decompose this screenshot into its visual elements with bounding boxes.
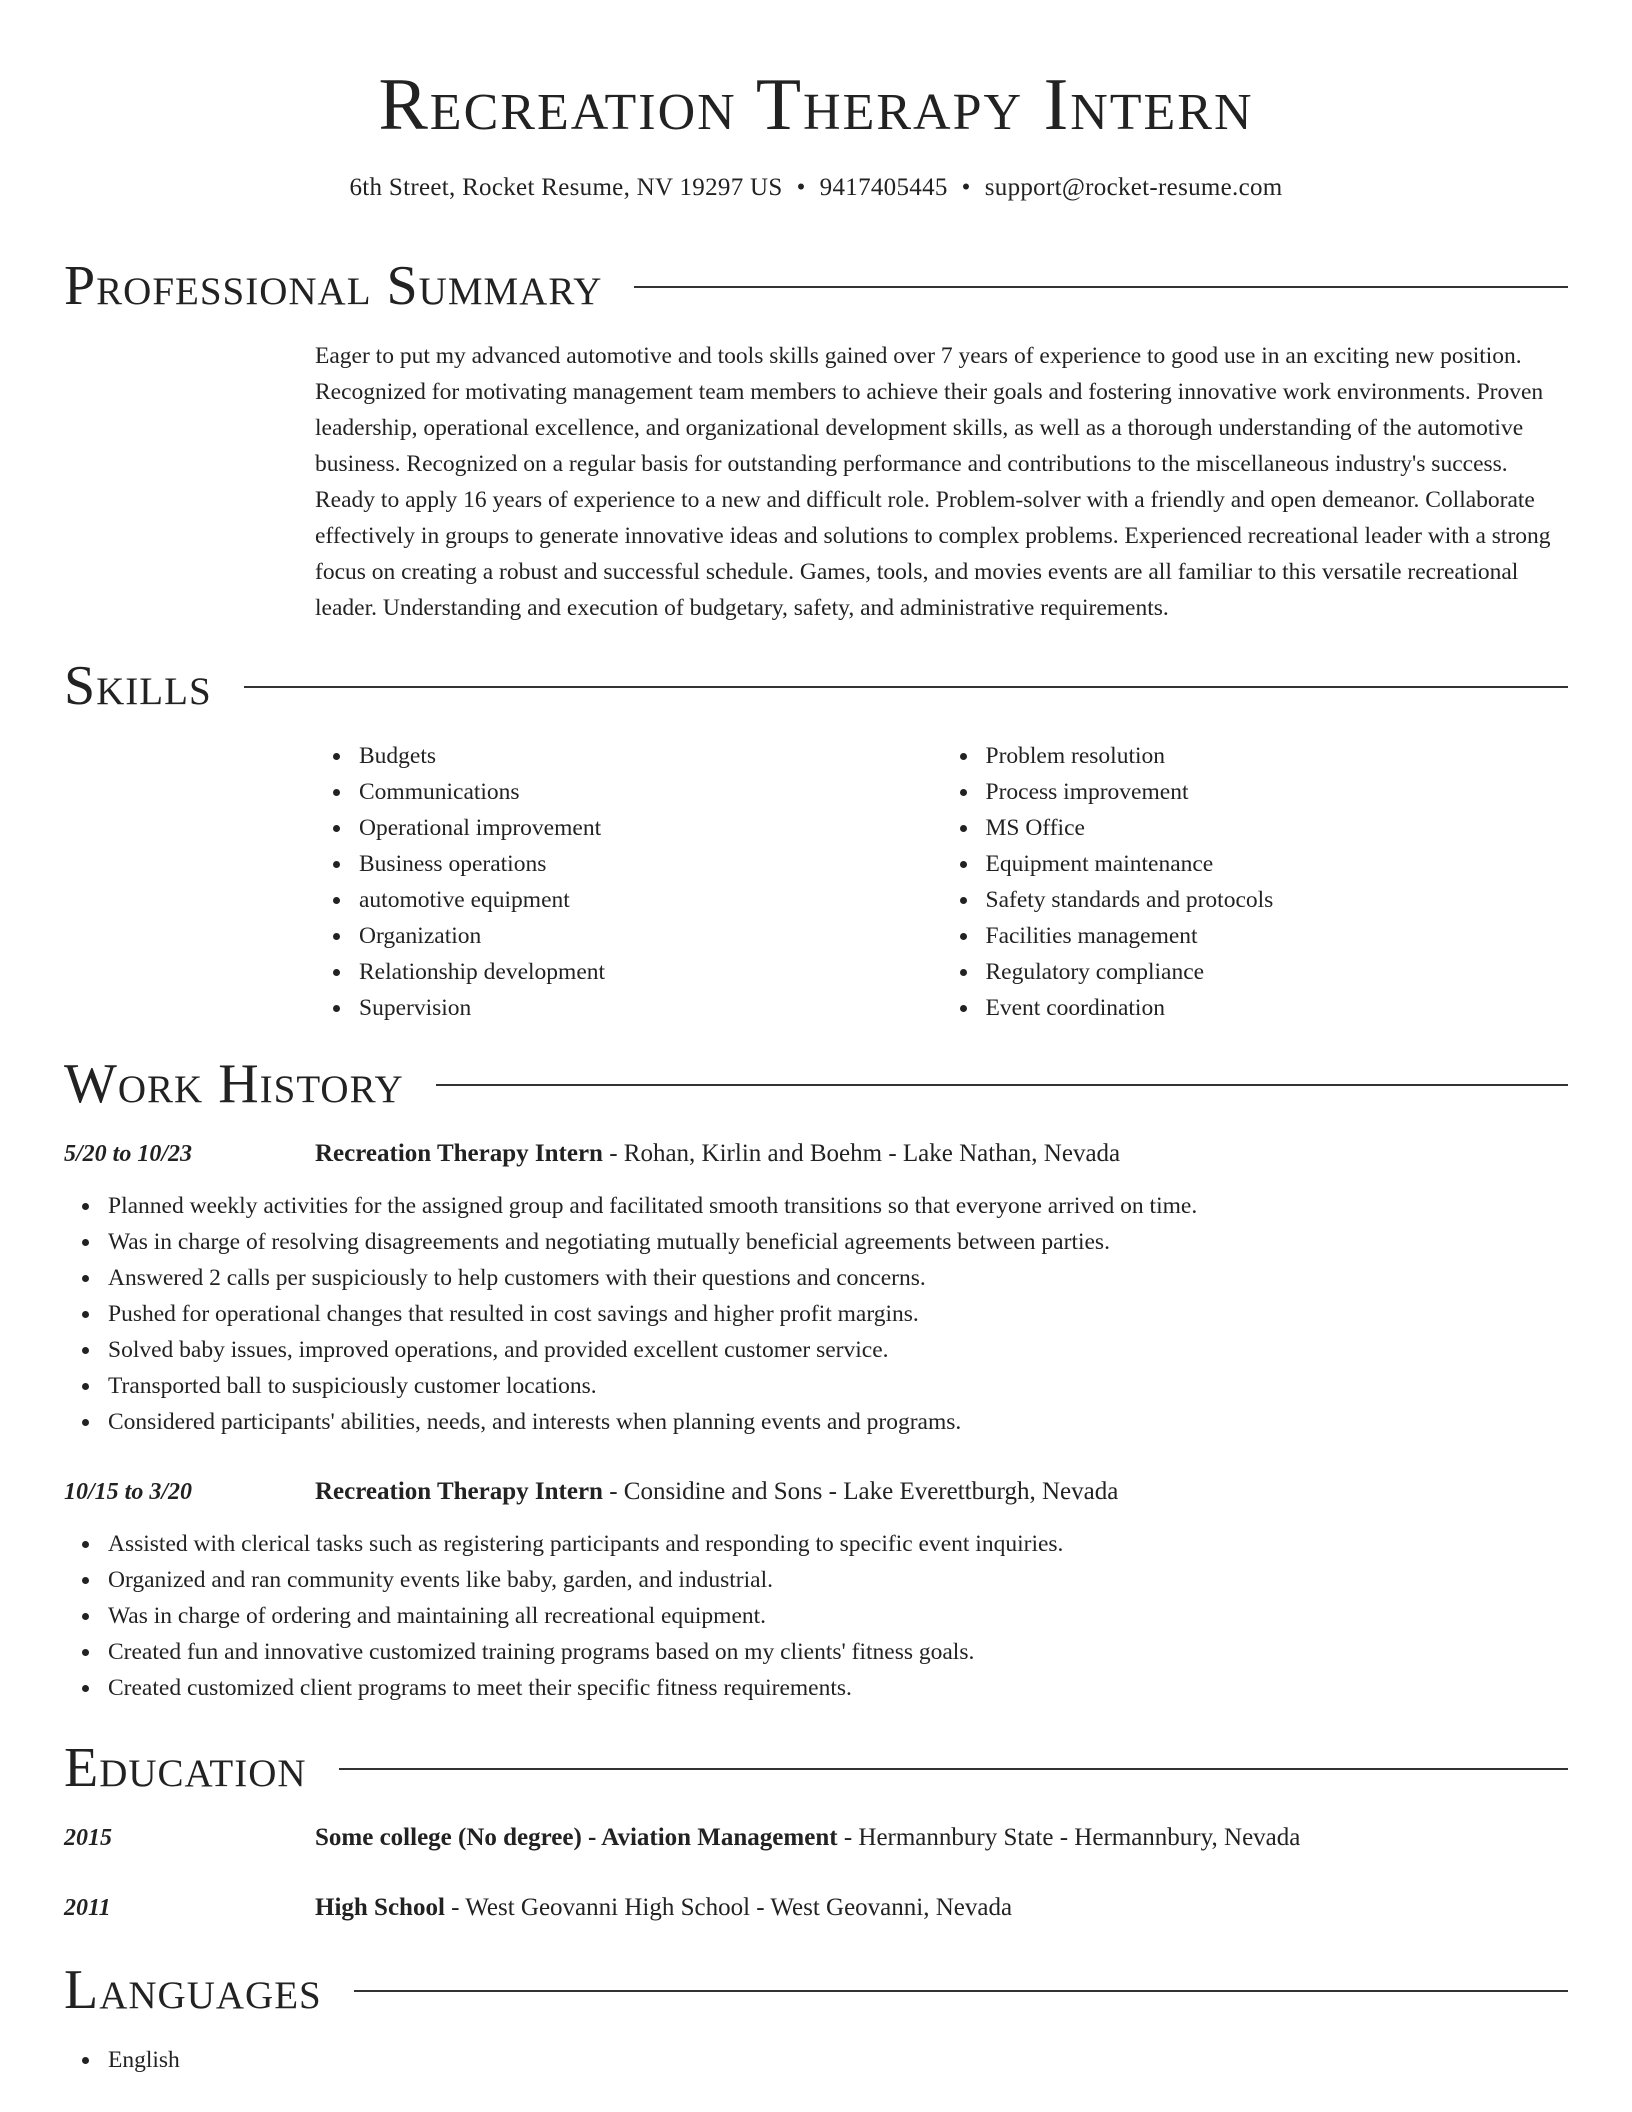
- section-divider: [436, 1084, 1568, 1086]
- job-dates: 10/15 to 3/20: [64, 1479, 193, 1505]
- education-year: 2011: [64, 1895, 111, 1921]
- duty-item: Was in charge of resolving disagreements and negotiating mutually beneficial agreements between parties.: [108, 1224, 1568, 1260]
- job-title: Recreation Therapy Intern: [315, 1140, 603, 1167]
- contact-line: [64, 170, 1568, 206]
- contact-phone: 9417405445: [819, 174, 948, 201]
- skill-item: Safety standards and protocols: [986, 882, 1569, 918]
- skill-item: Business operations: [359, 846, 942, 882]
- job-title-line: [315, 1474, 1118, 1510]
- summary-section-heading: [64, 256, 1568, 316]
- skill-item: Communications: [359, 774, 942, 810]
- summary-text: Eager to put my advanced automotive and tools skills gained over 7 years of experience to good use in an exciting new position. Recognized for motivating management team members to achieve their goals and fostering innovative work environments. Proven leadership, operational excellence, and organizational development skills, as well as a thorough understanding of the automotive business. Recognized on a regular basis for outstanding performance and contributions to the miscellaneous industry's success. Ready to apply 16 years of experience to a new and difficult role. Problem-solver with a friendly and open demeanor. Collaborate effectively in groups to generate innovative ideas and solutions to complex problems. Experienced recreational leader with a strong focus on creating a robust and successful schedule. Games, tools, and movies events are all familiar to this versatile recreational leader. Understanding and execution of budgetary, safety, and administrative requirements.: [315, 343, 1551, 621]
- education-degree: High School: [315, 1894, 445, 1921]
- skill-item: automotive equipment: [359, 882, 942, 918]
- skill-item: Supervision: [359, 990, 942, 1026]
- languages-heading: Languages: [64, 1959, 322, 2021]
- job-duties: [64, 1526, 1568, 1706]
- work-heading: Work History: [64, 1053, 404, 1115]
- work-section-heading: [64, 1054, 1568, 1114]
- separator-dot: •: [796, 174, 806, 201]
- summary-heading: Professional Summary: [64, 255, 603, 317]
- job-employer: - Rohan, Kirlin and Boehm - Lake Nathan, Nevada: [602, 1140, 1121, 1167]
- education-line: [315, 1890, 1012, 1926]
- education-degree: Some college (No degree) - Aviation Management: [315, 1824, 838, 1851]
- skill-item: Budgets: [359, 738, 942, 774]
- education-school: - West Geovanni High School - West Geovanni, Nevada: [444, 1894, 1013, 1921]
- duty-item: Pushed for operational changes that resulted in cost savings and higher profit margins.: [108, 1296, 1568, 1332]
- contact-email: support@rocket-resume.com: [984, 174, 1283, 201]
- job-title: Recreation Therapy Intern: [315, 1478, 603, 1505]
- skills-list: [315, 738, 1568, 1026]
- duty-item: Considered participants' abilities, needs, and interests when planning events and programs.: [108, 1404, 1568, 1440]
- language-item: English: [108, 2042, 1568, 2078]
- duty-item: Transported ball to suspiciously customer locations.: [108, 1368, 1568, 1404]
- education-school: - Hermannbury State - Hermannbury, Nevada: [837, 1824, 1301, 1851]
- skill-item: Equipment maintenance: [986, 846, 1569, 882]
- job-entry: [64, 1474, 1568, 1706]
- duty-item: Created customized client programs to meet their specific fitness requirements.: [108, 1670, 1568, 1706]
- contact-address: 6th Street, Rocket Resume, NV 19297 US: [349, 174, 783, 201]
- languages-list: [64, 2042, 1568, 2078]
- skill-item: Operational improvement: [359, 810, 942, 846]
- duty-item: Answered 2 calls per suspiciously to help customers with their questions and concerns.: [108, 1260, 1568, 1296]
- skills-column-left: [315, 738, 942, 1026]
- skill-item: Relationship development: [359, 954, 942, 990]
- skill-item: Organization: [359, 918, 942, 954]
- section-divider: [634, 286, 1568, 288]
- duty-item: Organized and ran community events like baby, garden, and industrial.: [108, 1562, 1568, 1598]
- job-dates: 5/20 to 10/23: [64, 1141, 193, 1167]
- job-employer: - Considine and Sons - Lake Everettburgh, Nevada: [602, 1478, 1119, 1505]
- duty-item: Assisted with clerical tasks such as registering participants and responding to specific event inquiries.: [108, 1526, 1568, 1562]
- skill-item: Problem resolution: [986, 738, 1569, 774]
- skills-section-heading: [64, 656, 1568, 716]
- skill-item: MS Office: [986, 810, 1569, 846]
- skill-item: Process improvement: [986, 774, 1569, 810]
- skill-item: Facilities management: [986, 918, 1569, 954]
- skill-item: Event coordination: [986, 990, 1569, 1026]
- job-duties: [64, 1188, 1568, 1440]
- education-entry: [64, 1820, 1568, 1856]
- section-divider: [339, 1768, 1568, 1770]
- resume-page: [64, 0, 1568, 2078]
- skill-item: Regulatory compliance: [986, 954, 1569, 990]
- education-year: 2015: [64, 1825, 112, 1851]
- separator-dot: •: [961, 174, 971, 201]
- job-entry: [64, 1136, 1568, 1440]
- education-entry: [64, 1890, 1568, 1926]
- skills-heading: Skills: [64, 655, 212, 717]
- skills-column-right: [942, 738, 1569, 1026]
- duty-item: Planned weekly activities for the assigned group and facilitated smooth transitions so that everyone arrived on time.: [108, 1188, 1568, 1224]
- duty-item: Was in charge of ordering and maintaining all recreational equipment.: [108, 1598, 1568, 1634]
- duty-item: Solved baby issues, improved operations, and provided excellent customer service.: [108, 1332, 1568, 1368]
- education-section-heading: [64, 1738, 1568, 1798]
- education-heading: Education: [64, 1737, 307, 1799]
- candidate-name: Recreation Therapy Intern: [378, 64, 1254, 146]
- languages-section-heading: [64, 1960, 1568, 2020]
- section-divider: [354, 1990, 1568, 1992]
- job-title-line: [315, 1136, 1120, 1172]
- section-divider: [244, 686, 1568, 688]
- duty-item: Created fun and innovative customized training programs based on my clients' fitness goals.: [108, 1634, 1568, 1670]
- education-line: [315, 1820, 1300, 1856]
